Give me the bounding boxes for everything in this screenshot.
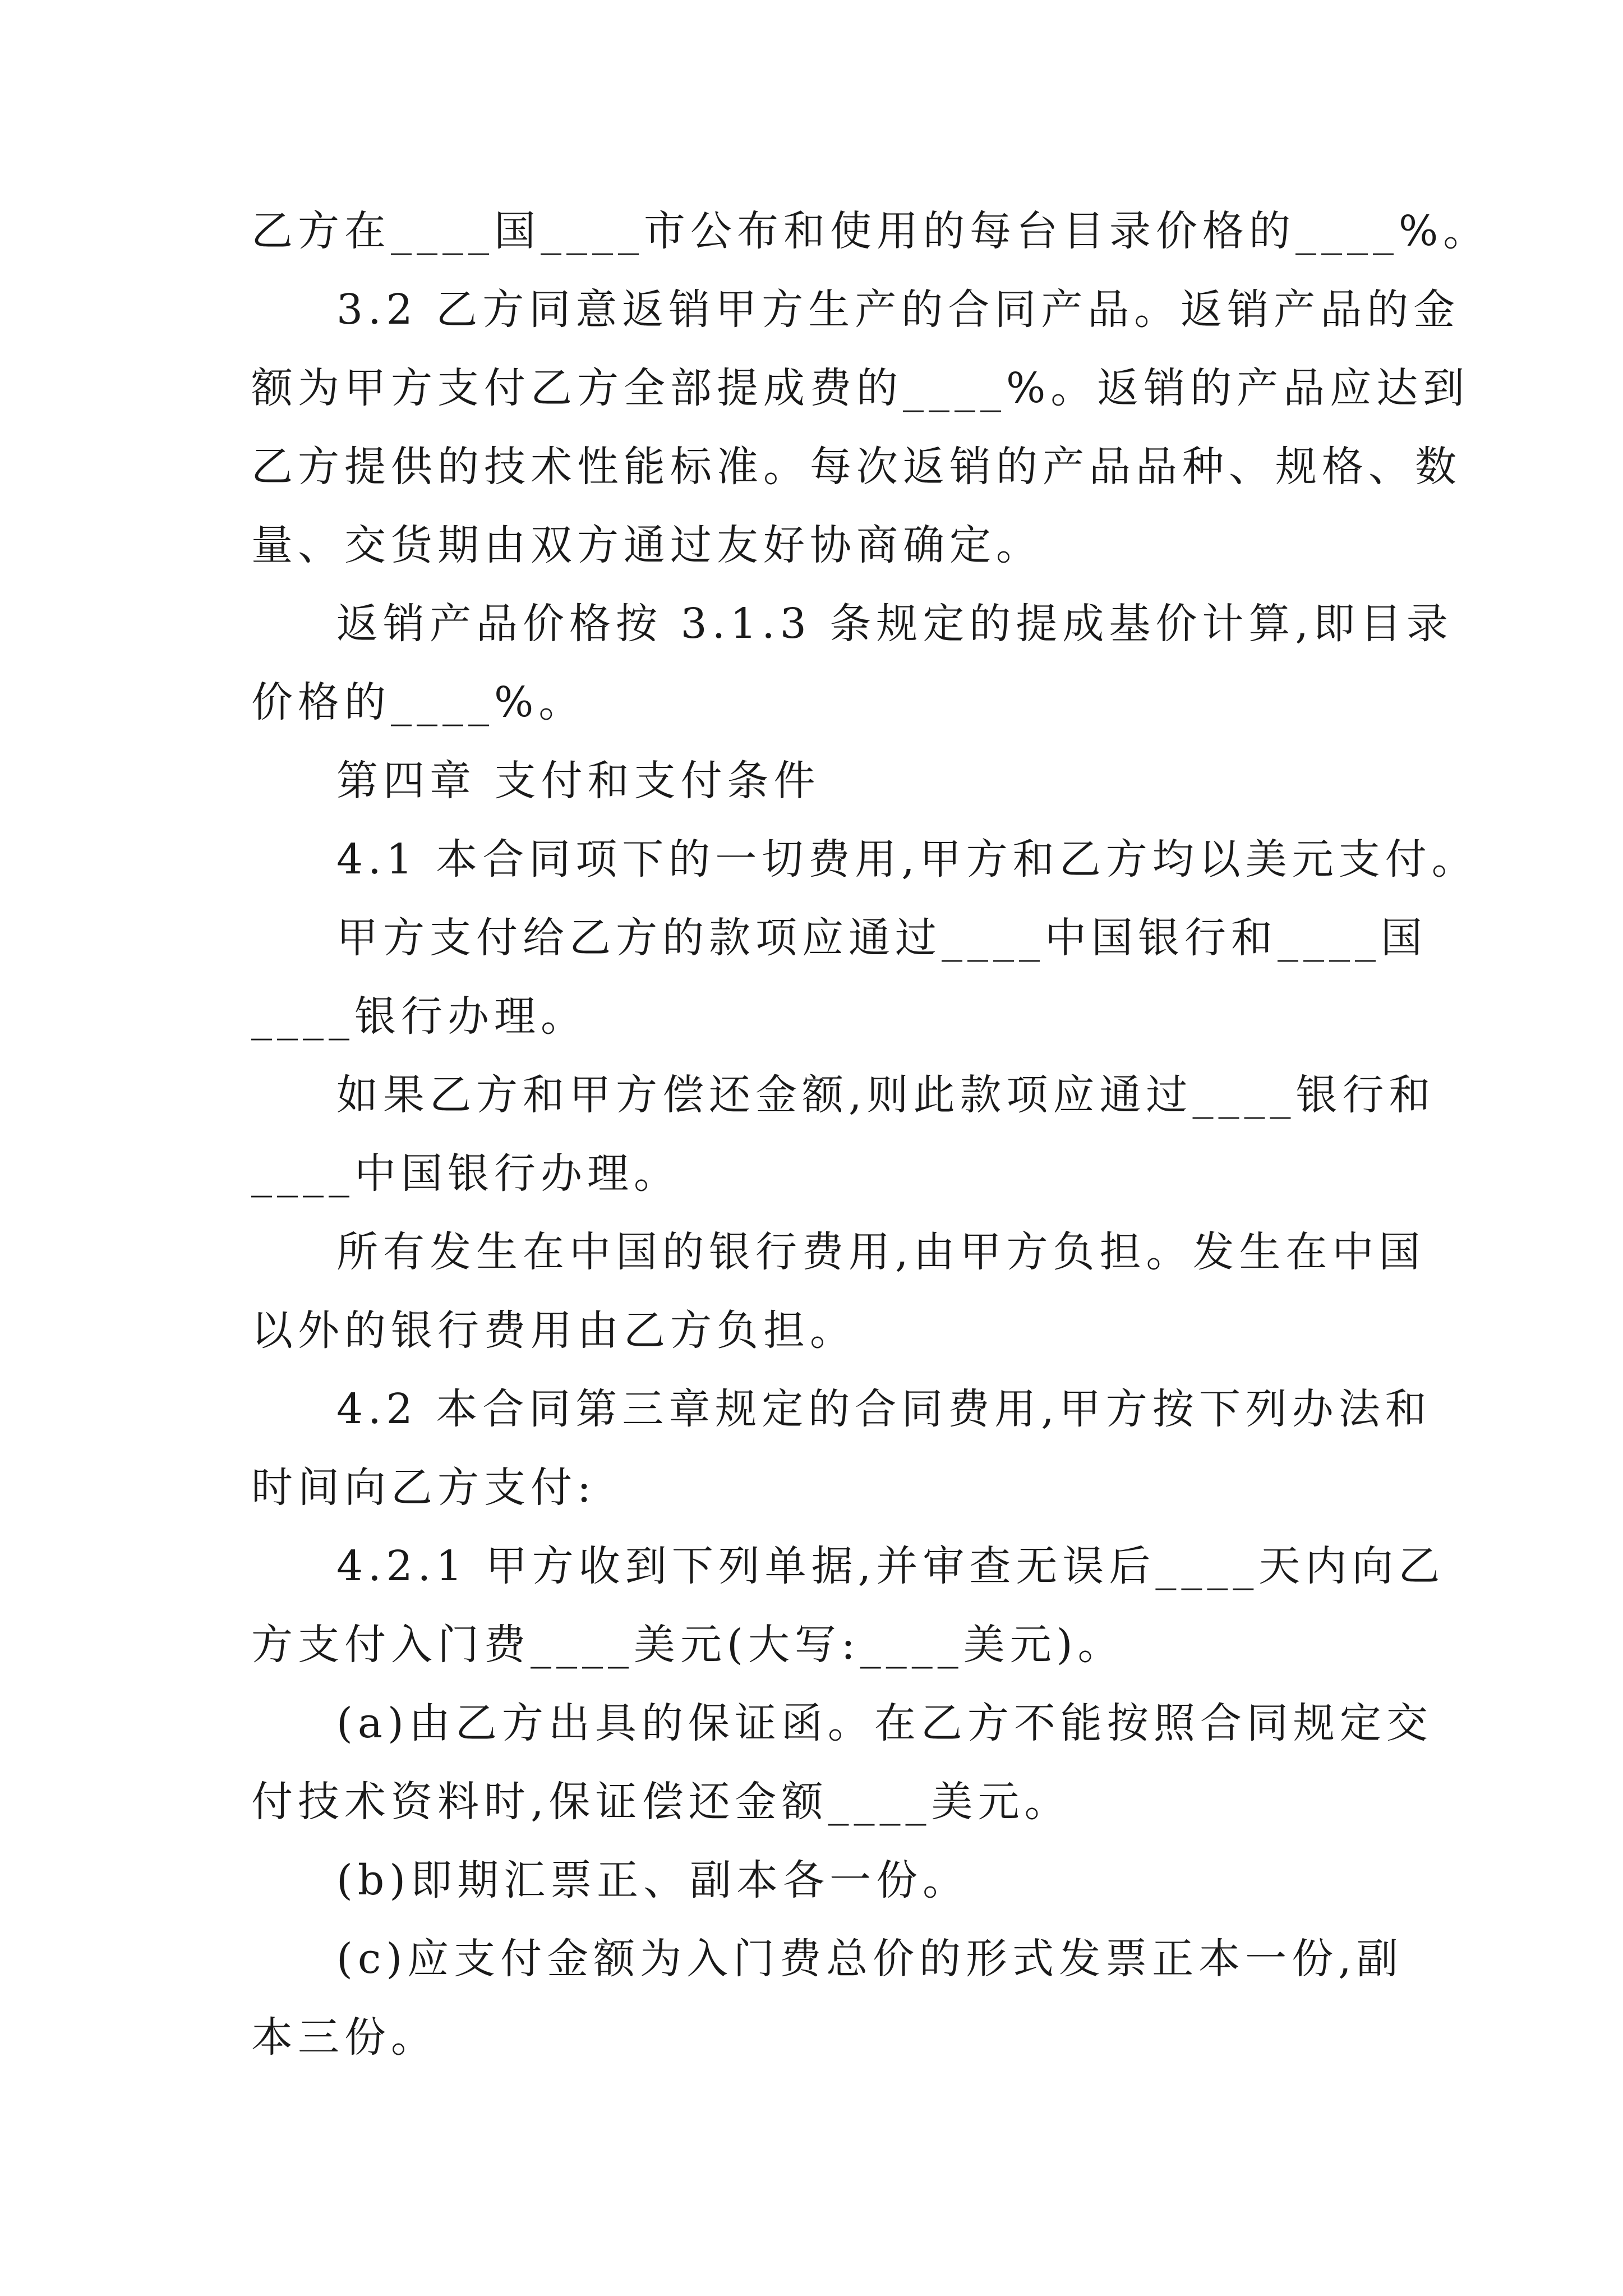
text-line: 方支付入门费____美元(大写:____美元)。 <box>251 1621 1124 1669</box>
text-line: 所有发生在中国的银行费用,由甲方负担。发生在中国 <box>336 1228 1426 1276</box>
text-line: 3.2 乙方同意返销甲方生产的合同产品。返销产品的金 <box>336 286 1460 334</box>
section-heading: 第四章 支付和支付条件 <box>336 757 820 805</box>
text-line: 如果乙方和甲方偿还金额,则此款项应通过____银行和 <box>336 1071 1436 1119</box>
text-line: 乙方提供的技术性能标准。每次返销的产品品种、规格、数 <box>251 443 1461 491</box>
text-line: 量、交货期由双方通过友好协商确定。 <box>251 521 1043 569</box>
text-line: 以外的银行费用由乙方负担。 <box>251 1306 856 1355</box>
text-line: 本三份。 <box>251 2013 437 2062</box>
text-line: 4.2.1 甲方收到下列单据,并审查无误后____天内向乙 <box>336 1542 1445 1590</box>
text-line: ____银行办理。 <box>251 992 587 1041</box>
text-line: 乙方在____国____市公布和使用的每台目录价格的____%。 <box>251 207 1490 255</box>
text-line: ____中国银行办理。 <box>251 1149 680 1198</box>
text-line: (b)即期汇票正、副本各一份。 <box>336 1856 970 1904</box>
text-line: (a)由乙方出具的保证函。在乙方不能按照合同规定交 <box>336 1699 1433 1747</box>
text-line: 4.1 本合同项下的一切费用,甲方和乙方均以美元支付。 <box>336 835 1478 884</box>
text-line: 价格的____%。 <box>251 678 585 726</box>
text-line: 额为甲方支付乙方全部提成费的____%。返销的产品应达到 <box>251 364 1470 412</box>
text-line: 付技术资料时,保证偿还金额____美元。 <box>251 1778 1071 1826</box>
text-line: (c)应支付金额为入门费总价的形式发票正本一份,副 <box>336 1935 1403 1983</box>
text-line: 4.2 本合同第三章规定的合同费用,甲方按下列办法和 <box>336 1385 1432 1433</box>
text-line: 时间向乙方支付: <box>251 1464 596 1512</box>
text-line: 甲方支付给乙方的款项应通过____中国银行和____国 <box>336 914 1427 962</box>
text-line: 返销产品价格按 3.1.3 条规定的提成基价计算,即目录 <box>336 600 1453 648</box>
